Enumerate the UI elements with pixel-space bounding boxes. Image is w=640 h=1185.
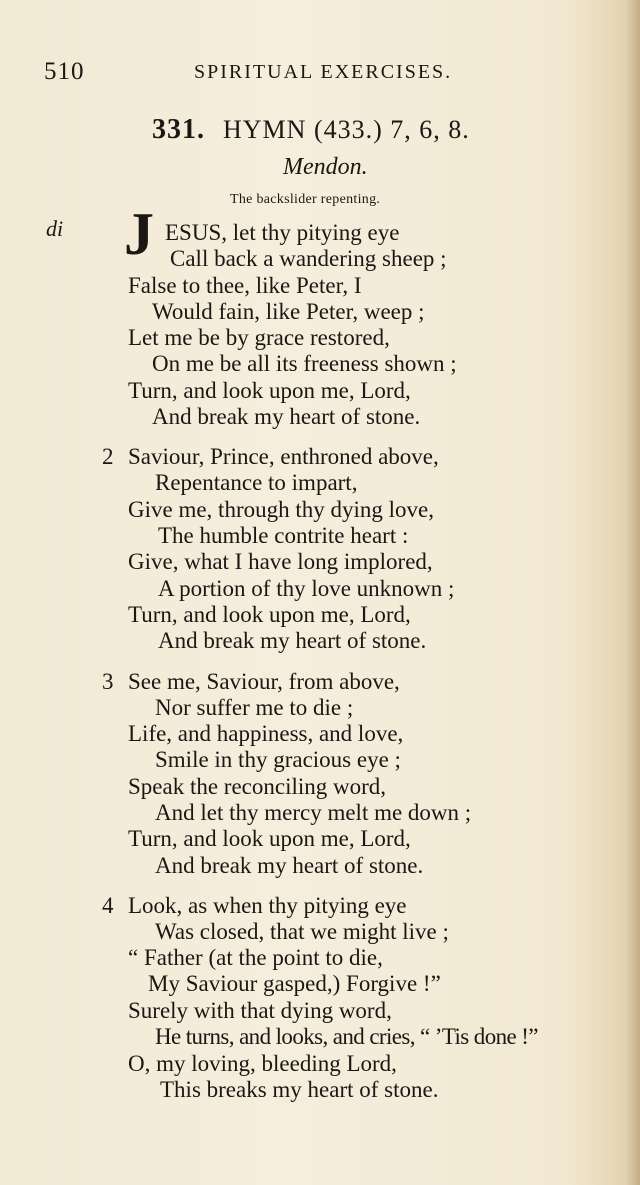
hymn-number: 331. [152,114,205,145]
verse-line: Life, and happiness, and love, [128,721,404,746]
verse-line: ESUS, let thy pitying eye [165,220,400,245]
verse-line: Was closed, that we might live ; [155,919,449,944]
verse-line: See me, Saviour, from above, [128,669,400,694]
verse-line: And break my heart of stone. [155,853,424,878]
verse-line: Nor suffer me to die ; [155,695,354,720]
verse-line: Call back a wandering sheep ; [170,246,447,271]
page-number: 510 [44,58,85,85]
verse-line: Look, as when thy pitying eye [128,893,407,918]
verse-line: Saviour, Prince, enthroned above, [128,444,439,469]
verse-line: Let me be by grace restored, [128,325,390,350]
verse-line: My Saviour gasped,) Forgive !” [148,971,441,996]
verse-line: The humble contrite heart : [158,523,409,548]
verse-line: And break my heart of stone. [152,404,421,429]
stanza-number: 4 [102,893,114,918]
verse-line: On me be all its freeness shown ; [152,351,457,376]
verse-line: O, my loving, bleeding Lord, [128,1051,397,1076]
verse-line: He turns, and looks, and cries, “ ’Tis done !” [155,1024,538,1049]
section-title: SPIRITUAL EXERCISES. [194,61,453,83]
verse-line: Give me, through thy dying love, [128,497,434,522]
verse-line: Surely with that dying word, [128,998,392,1023]
verse-line: False to thee, like Peter, I [128,273,362,298]
verse-line: Speak the reconciling word, [128,774,387,799]
tune-name: Mendon. [283,154,368,180]
verse-line: This breaks my heart of stone. [160,1077,439,1102]
verse-line: And break my heart of stone. [158,628,427,653]
stanza-number: 2 [102,444,114,469]
drop-cap: J [124,201,154,267]
page-gutter-shadow [626,0,640,1185]
margin-note: di [46,216,64,241]
verse-line: Turn, and look upon me, Lord, [128,378,411,403]
stanza-number: 3 [102,669,114,694]
verse-line: Turn, and look upon me, Lord, [128,826,411,851]
verse-line: And let thy mercy melt me down ; [155,800,472,825]
verse-line: Turn, and look upon me, Lord, [128,602,411,627]
verse-line: Give, what I have long implored, [128,549,433,574]
hymn-subtitle: The backslider repenting. [230,192,381,207]
verse-line: A portion of thy love unknown ; [158,576,455,601]
verse-line: Would fain, like Peter, weep ; [152,299,425,324]
verse-line: Smile in thy gracious eye ; [155,747,401,772]
verse-line: “ Father (at the point to die, [128,945,383,970]
hymn-title: HYMN (433.) 7, 6, 8. [223,115,470,144]
verse-line: Repentance to impart, [155,470,358,495]
hymn-heading [152,114,470,146]
running-head [44,58,604,88]
